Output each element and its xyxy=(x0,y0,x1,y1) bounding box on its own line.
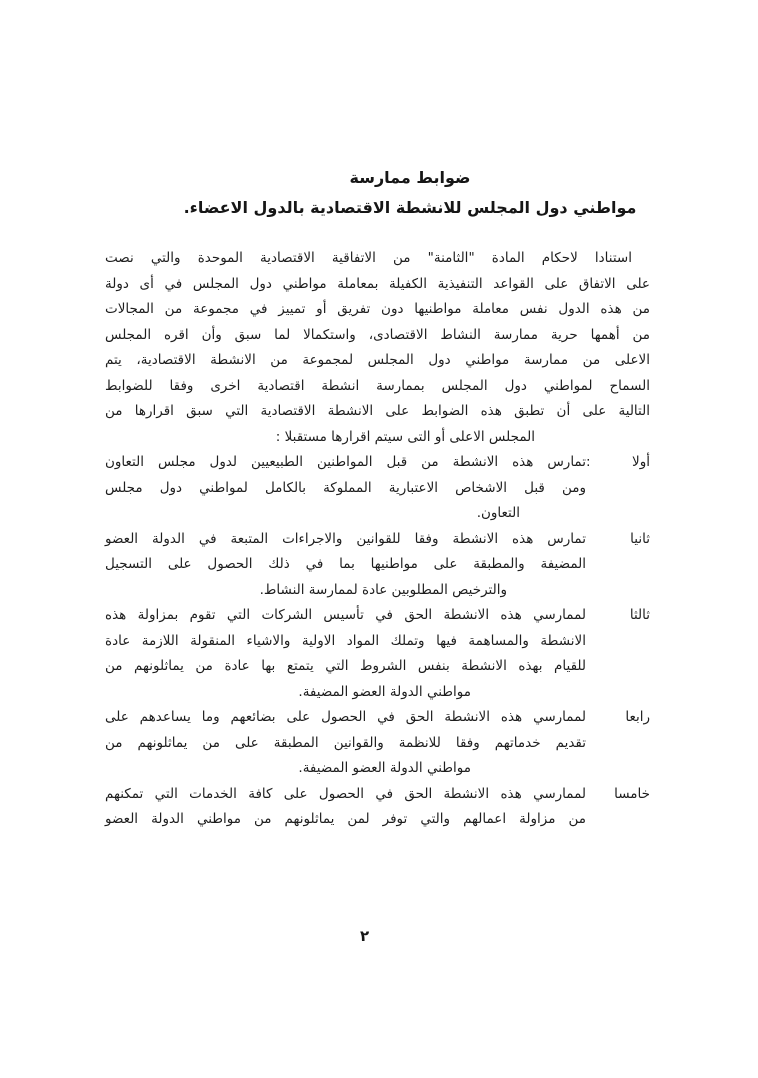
intro-line: الاعلى من ممارسة مواطني دول المجلس لمجموعة من الانشطة الاقتصادية، يتم xyxy=(105,352,650,368)
document-title xyxy=(62,163,758,223)
item-line: مواطني الدولة العضو المضيفة. xyxy=(298,760,471,776)
item-text xyxy=(105,527,586,604)
item-line: من مزاولة اعمالهم والتي توفر لمن يماثلونهم من مواطني الدولة العضو xyxy=(105,811,586,827)
item-text xyxy=(105,450,586,527)
item-line: المضيفة والمطبقة على مواطنيها بما في ذلك الحصول على التسجيل xyxy=(105,556,586,572)
item-line: لممارسي هذه الانشطة الحق في الحصول على كافة الخدمات التي تمكنهم xyxy=(105,785,586,802)
item-line: تمارس هذه الانشطة وفقا للقوانين والاجراءات المتبعة في الدولة العضو xyxy=(105,530,586,547)
intro-line: من هذه الدول نفس معاملة مواطنيها دون تفريق أو تمييز في مجموعة من المجالات xyxy=(105,301,650,317)
item-line: والترخيص المطلوبين عادة لممارسة النشاط. xyxy=(259,581,507,598)
item-text xyxy=(105,782,586,833)
numbered-items xyxy=(105,450,650,833)
item-line: تقديم خدماتهم وفقا للانظمة والقوانين المطبقة على من يماثلونهم من xyxy=(105,734,586,751)
numbered-item xyxy=(105,450,650,527)
intro-line: على الاتفاق على القواعد التنفيذية الكفيلة بمعاملة مواطني دول المجلس في أى دولة xyxy=(105,275,650,292)
item-line: الانشطة والمساهمة فيها وتملك المواد الاولية والاشياء المنقولة اللازمة عادة xyxy=(105,632,586,649)
item-label-cell xyxy=(586,527,650,604)
item-label-colon: : xyxy=(586,454,591,470)
item-label-cell xyxy=(586,603,650,705)
item-label-cell xyxy=(586,705,650,782)
item-line: ومن قبل الاشخاص الاعتبارية المملوكة بالكامل لمواطني دول مجلس xyxy=(105,479,586,496)
title-line-1: ضوابط ممارسة xyxy=(349,168,471,187)
item-ordinal-label: ثانيا xyxy=(630,530,650,547)
intro-paragraph xyxy=(105,246,650,450)
item-text xyxy=(105,603,586,705)
page-number: ٢ xyxy=(360,927,370,945)
item-ordinal-label: خامسا xyxy=(614,785,650,802)
item-ordinal-label: رابعا xyxy=(625,709,650,725)
numbered-item xyxy=(105,782,650,833)
item-line: لممارسي هذه الانشطة الحق في الحصول على بضائعهم وما يساعدهم على xyxy=(105,709,586,725)
item-line: للقيام بهذه الانشطة بنفس الشروط التي يتمتع بها عادة من يماثلونهم من xyxy=(105,658,586,674)
numbered-item xyxy=(105,603,650,705)
intro-line: السماح لمواطني دول المجلس بممارسة انشطة اقتصادية اخرى وفقا للضوابط xyxy=(105,377,650,394)
intro-line: من أهمها حرية ممارسة النشاط الاقتصادى، واستكمالا لما سبق وأن اقره المجلس xyxy=(105,326,650,343)
numbered-item xyxy=(105,527,650,604)
intro-line: التالية على أن تطبق هذه الضوابط على الانشطة الاقتصادية التي سبق اقرارها من xyxy=(105,403,650,419)
numbered-item xyxy=(105,705,650,782)
title-line-2: مواطني دول المجلس للانشطة الاقتصادية بالدول الاعضاء. xyxy=(183,198,637,217)
item-ordinal-label: أولا xyxy=(632,454,650,470)
intro-line: استنادا لاحكام المادة "الثامنة" من الاتفاقية الاقتصادية الموحدة والتي نصت xyxy=(105,250,632,266)
item-label-cell xyxy=(586,782,650,833)
item-line: التعاون. xyxy=(476,505,520,521)
document-body xyxy=(105,246,650,833)
item-text xyxy=(105,705,586,782)
item-line: تمارس هذه الانشطة من قبل المواطنين الطبيعيين لدول مجلس التعاون xyxy=(105,454,586,470)
intro-line: المجلس الاعلى أو التى سيتم اقرارها مستقبلا : xyxy=(275,428,535,445)
item-ordinal-label: ثالثا xyxy=(629,607,650,623)
item-line: لممارسي هذه الانشطة الحق في تأسيس الشركات التي تقوم بمزاولة هذه xyxy=(105,607,586,623)
item-line: مواطني الدولة العضو المضيفة. xyxy=(298,683,471,700)
item-label-cell xyxy=(586,450,650,527)
